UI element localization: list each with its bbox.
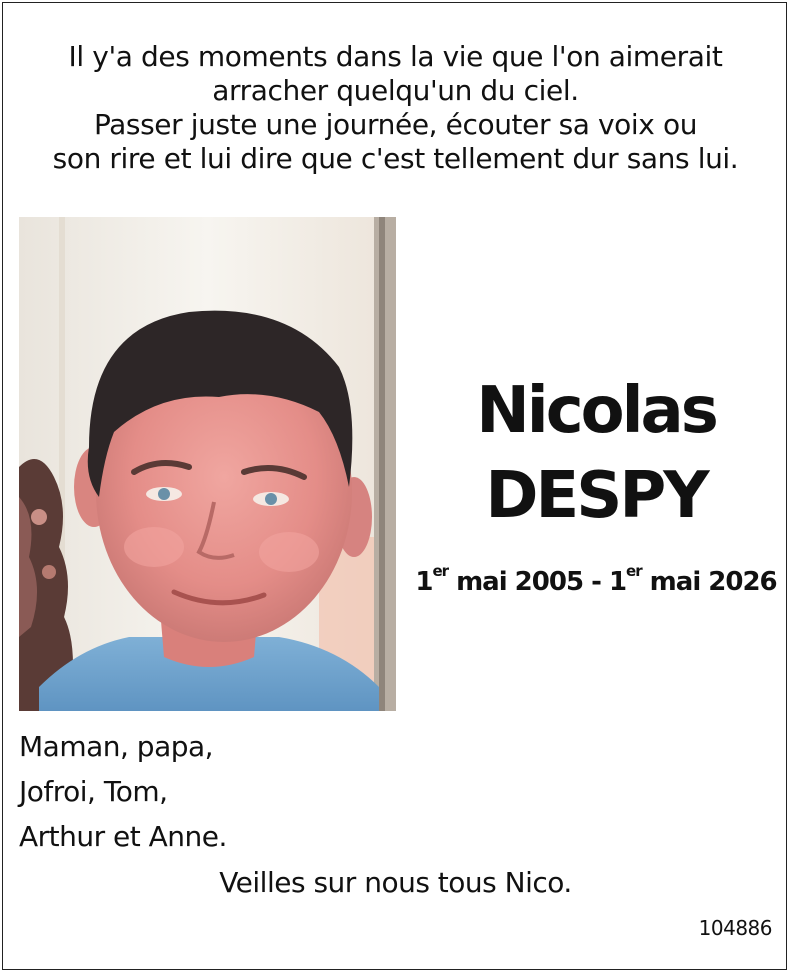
quote-line: arracher quelqu'un du ciel.	[212, 74, 579, 107]
end-ordinal-suffix: er	[626, 562, 642, 581]
end-day: 1	[608, 567, 627, 597]
start-day: 1	[415, 567, 433, 597]
portrait-illustration	[19, 217, 396, 711]
family-line: Arthur et Anne.	[19, 820, 227, 853]
family-line: Jofroi, Tom,	[19, 775, 168, 808]
end-date-rest: mai 2026	[641, 567, 777, 597]
quote-line: Passer juste une journée, écouter sa voix ou	[93, 108, 698, 141]
quote-line: son rire et lui dire que c'est tellement dur sans lui.	[52, 142, 739, 175]
life-dates	[400, 562, 791, 602]
closing-message: Veilles sur nous tous Nico.	[219, 866, 572, 899]
deceased-first-name: Nicolas	[476, 374, 716, 448]
quote-line: Il y'a des moments dans la vie que l'on aimerait	[68, 40, 723, 73]
reference-number: 104886	[698, 916, 772, 940]
deceased-last-name: DESPY	[485, 459, 707, 533]
memorial-quote	[10, 40, 781, 176]
portrait-photo	[19, 217, 396, 711]
start-date-rest: mai 2005 -	[448, 567, 609, 597]
family-signature	[19, 724, 227, 859]
start-ordinal-suffix: er	[432, 562, 449, 581]
family-line: Maman, papa,	[19, 730, 214, 763]
